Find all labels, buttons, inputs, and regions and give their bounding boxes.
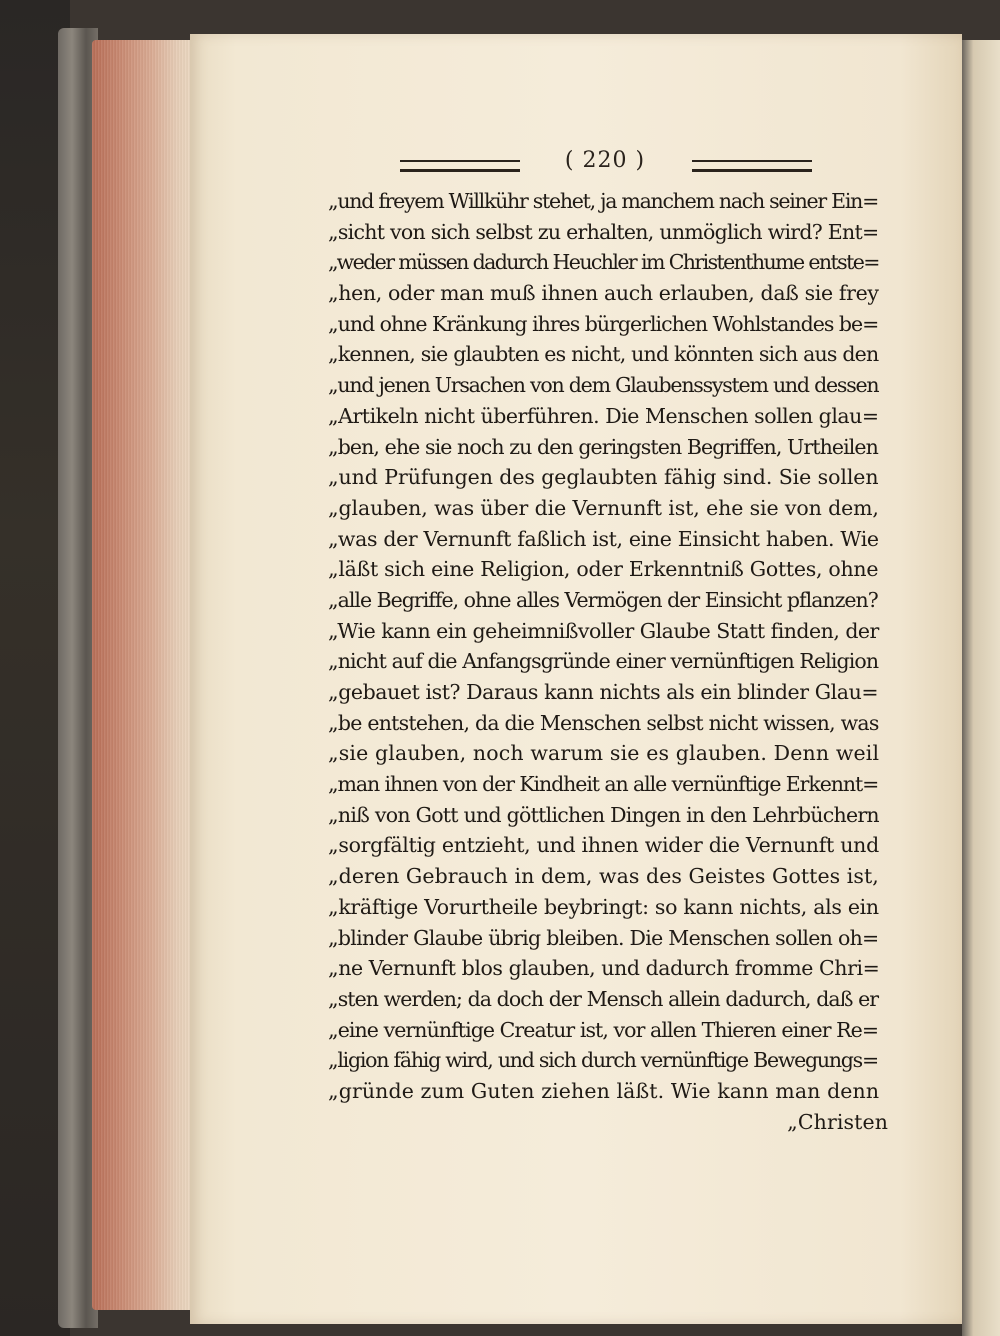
text-line: „sicht von sich selbst zu erhalten, unmöglich wird? Ent= (328, 219, 879, 244)
text-line: „kräftige Vorurtheile beybringt: so kann nichts, als ein (328, 894, 879, 919)
text-line: „was der Vernunft faßlich ist, eine Einsicht haben. Wie (328, 526, 879, 551)
text-line: „blinder Glaube übrig bleiben. Die Menschen sollen oh= (328, 925, 879, 950)
text-line: „Artikeln nicht überführen. Die Menschen sollen glau= (328, 403, 879, 428)
text-line: „kennen, sie glaubten es nicht, und könnten sich aus den (328, 342, 879, 367)
next-page-edge (962, 40, 1000, 1336)
header-rule-left (400, 160, 520, 172)
text-line: „sie glauben, noch warum sie es glauben. Denn weil (328, 741, 880, 766)
text-line: „eine vernünftige Creatur ist, vor allen Thieren einer Re= (328, 1017, 879, 1042)
text-line: „gründe zum Guten ziehen läßt. Wie kann man denn (328, 1078, 880, 1103)
body-text (328, 186, 888, 1137)
text-line: „sorgfältig entzieht, und ihnen wider die Vernunft und (328, 833, 879, 858)
text-line: „und Prüfungen des geglaubten fähig sind. Sie sollen (328, 465, 879, 490)
text-line: „alle Begriffe, ohne alles Vermögen der Einsicht pflanzen? (328, 587, 878, 612)
text-line: „weder müssen dadurch Heuchler im Christenthume entste= (328, 250, 879, 275)
text-line: „niß von Gott und göttlichen Dingen in den Lehrbüchern (328, 802, 879, 827)
text-line: „ligion fähig wird, und sich durch vernünftige Bewegungs= (328, 1048, 878, 1073)
page-number: ( 220 ) (564, 148, 646, 173)
text-line: „gebauet ist? Daraus kann nichts als ein blinder Glau= (328, 680, 879, 704)
text-line: „und freyem Willkühr stehet, ja manchem nach seiner Ein= (328, 189, 878, 213)
text-line: „und jenen Ursachen von dem Glaubenssystem und dessen (328, 373, 879, 398)
text-line: „läßt sich eine Religion, oder Erkenntniß Gottes, ohne (328, 557, 879, 582)
text-line: „hen, oder man muß ihnen auch erlauben, daß sie frey (328, 281, 879, 306)
text-line: „sten werden; da doch der Mensch allein dadurch, daß er (328, 986, 879, 1011)
page-header (400, 148, 812, 178)
text-line: „ne Vernunft blos glauben, und dadurch fromme Chri= (328, 956, 880, 981)
text-line: „ben, ehe sie noch zu den geringsten Begriffen, Urtheilen (328, 434, 878, 459)
text-line: „nicht auf die Anfangsgründe einer vernünftigen Religion (328, 649, 879, 674)
catchword: „Christen (787, 1109, 888, 1134)
text-line: „Wie kann ein geheimnißvoller Glaube Statt finden, der (328, 618, 879, 643)
page-fore-edge (92, 40, 192, 1310)
text-line: „und ohne Kränkung ihres bürgerlichen Wohlstandes be= (328, 311, 879, 336)
header-rule-right (692, 160, 812, 172)
text-line: „deren Gebrauch in dem, was des Geistes Gottes ist, (328, 864, 879, 889)
text-line: „glauben, was über die Vernunft ist, ehe sie von dem, (328, 495, 879, 520)
text-line: „be entstehen, da die Menschen selbst nicht wissen, was (328, 710, 879, 735)
text-line: „man ihnen von der Kindheit an alle vernünftige Erkennt= (328, 772, 879, 797)
